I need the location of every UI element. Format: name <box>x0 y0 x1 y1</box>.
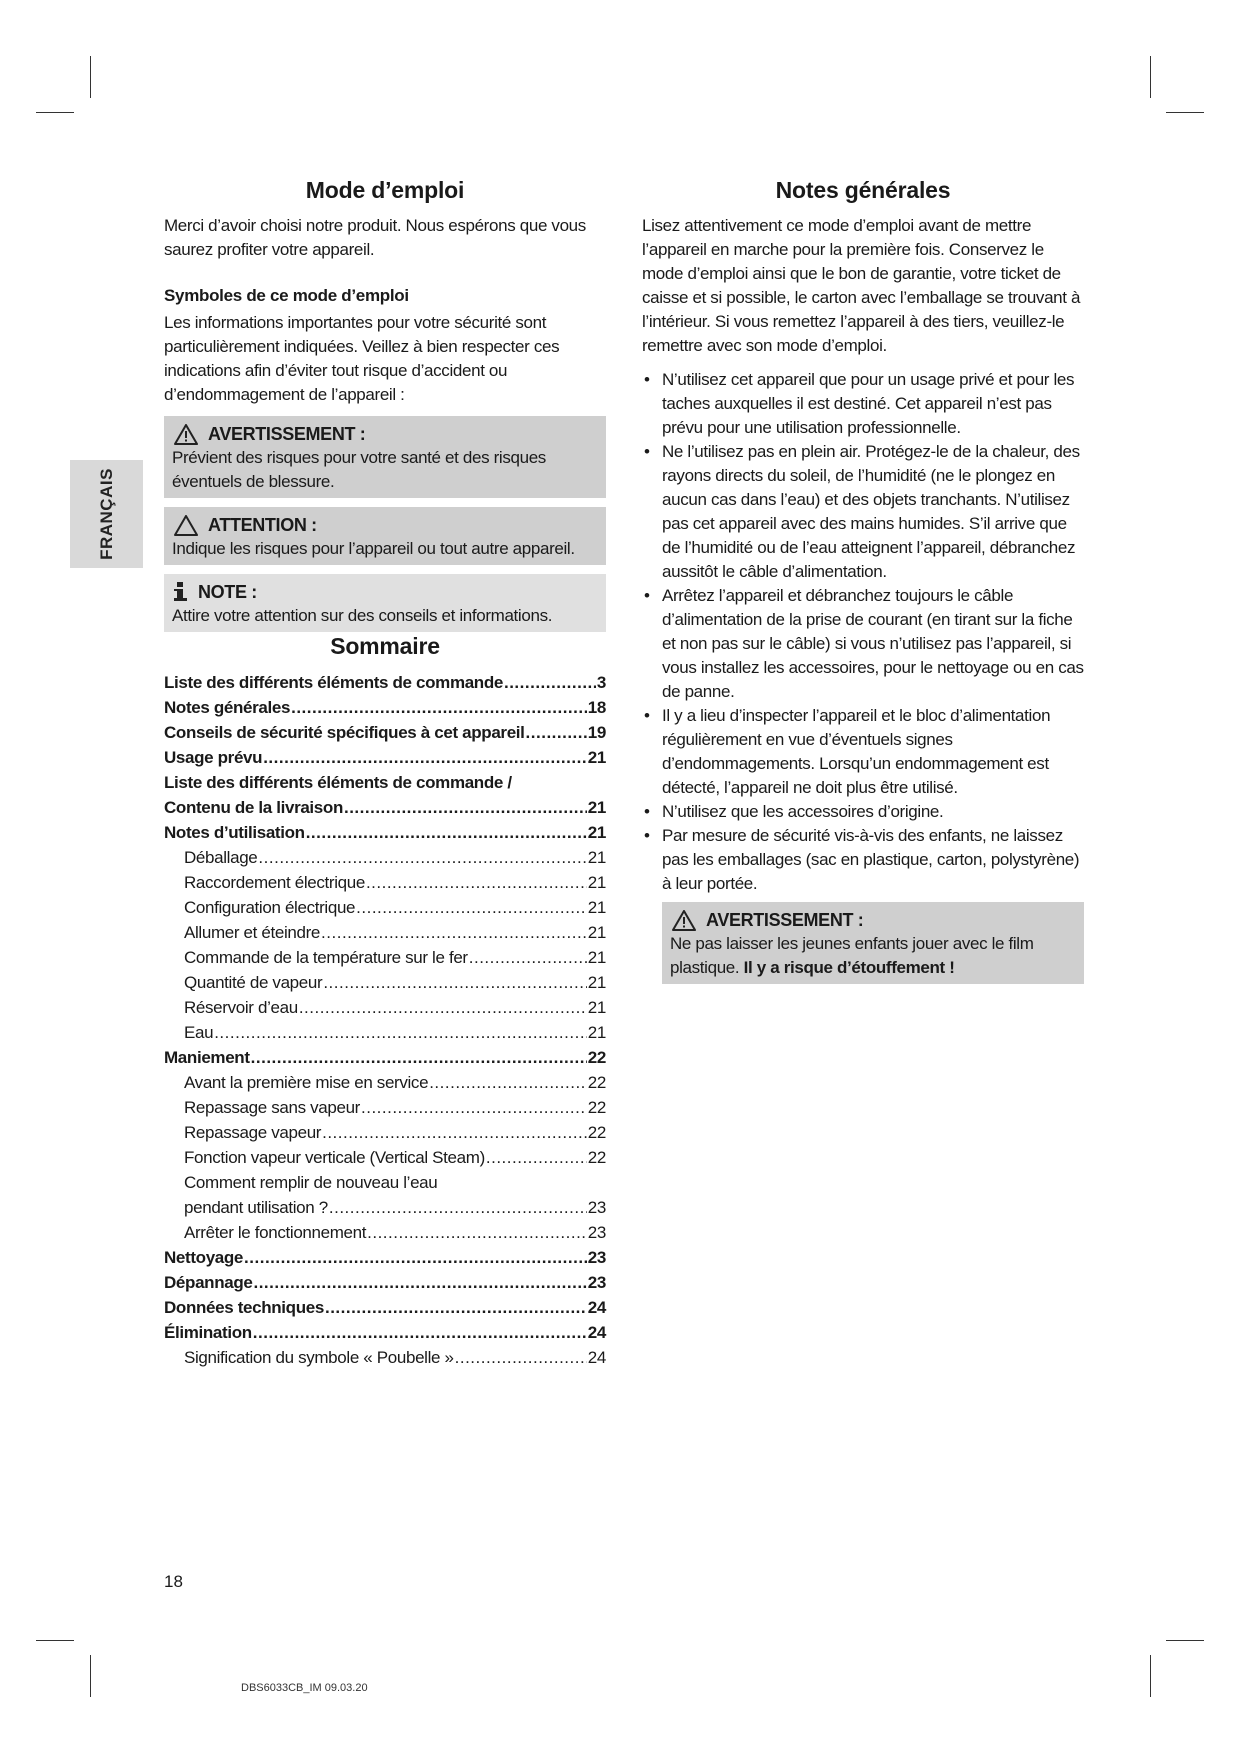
general-notes-intro: Lisez attentivement ce mode d’emploi avant de mettre l’appareil en marche pour la première fois. Conservez le mode d’emploi ainsi que le bon de garantie, votre ticket de caisse et si possible, le carton avec l’emballage se trouvant à l’intérieur. Si vous remettez l’appareil à des tiers, veuillez-le remettre avec son mode d’emploi. <box>642 216 1081 355</box>
toc-entry[interactable]: Données techniques ..... 24 <box>164 1295 606 1320</box>
bullet-item: • Ne l’utilisez pas en plein air. Protégez-le de la chaleur, des rayons directs du soleil, de l’humidité (ne le plongez en aucun cas dans l’eau) et des objets tranchants. N’utilisez pas cet appareil avec des mains humides. S’il arrive que de l’humidité ou de l’eau atteignent l’appareil, débranchez aussitôt le câble d’alimentation. <box>642 440 1084 584</box>
right-column <box>642 176 1084 984</box>
info-icon <box>174 582 188 602</box>
safety-bullet-list <box>642 368 1084 896</box>
child-warning-text: Ne pas laisser les jeunes enfants jouer avec le film plastique. <box>670 934 1034 977</box>
left-column <box>164 176 606 1370</box>
attention-title: ATTENTION : <box>208 515 317 535</box>
crop-mark <box>1150 56 1151 98</box>
crop-mark <box>90 56 91 98</box>
crop-mark <box>36 1640 74 1641</box>
toc-subentry-line: Comment remplir de nouveau l’eau <box>184 1173 438 1192</box>
warning-triangle-icon <box>174 424 198 445</box>
note-notice-head <box>172 580 598 604</box>
toc-entry[interactable]: Liste des différents éléments de commande ..... 3 <box>164 670 606 695</box>
note-notice <box>164 574 606 632</box>
attention-text: Indique les risques pour l’appareil ou tout autre appareil. <box>172 539 575 558</box>
bullet-item: • Arrêtez l’appareil et débranchez toujours le câble d’alimentation de la prise de courant (en tirant sur la fiche et non pas sur le câble) si vous n’utilisez pas l’appareil, si vous installez les accessoires, pour le nettoyage ou en cas de panne. <box>642 584 1084 704</box>
warning-text: Prévient des risques pour votre santé et des risques éventuels de blessure. <box>172 448 546 491</box>
attention-triangle-icon <box>174 515 198 536</box>
note-title: NOTE : <box>198 582 257 602</box>
toc-title: Sommaire <box>330 633 440 659</box>
toc-subentry[interactable]: Quantité de vapeur ..... 21 <box>164 970 606 995</box>
toc-entry[interactable]: Maniement ..... 22 <box>164 1045 606 1070</box>
toc-subentry[interactable]: Allumer et éteindre ..... 21 <box>164 920 606 945</box>
toc-entry[interactable]: Notes générales ..... 18 <box>164 695 606 720</box>
attention-notice <box>164 507 606 565</box>
bullet-item: • Il y a lieu d’inspecter l’appareil et le bloc d’alimentation régulièrement en vue d’éventuels signes d’endommagements. Lorsqu’un endommagement est détecté, l’appareil ne doit plus être utilisé. <box>642 704 1084 800</box>
language-tab-label: FRANÇAIS <box>96 468 116 560</box>
toc-entry[interactable]: Dépannage ..... 23 <box>164 1270 606 1295</box>
toc-subentry[interactable]: Repassage sans vapeur ..... 22 <box>164 1095 606 1120</box>
toc-subentry[interactable]: Repassage vapeur ..... 22 <box>164 1120 606 1145</box>
child-warning-notice <box>662 902 1084 984</box>
toc-subentry[interactable]: Configuration électrique ..... 21 <box>164 895 606 920</box>
crop-mark <box>1150 1655 1151 1697</box>
crop-mark <box>36 112 74 113</box>
toc-subentry[interactable]: Arrêter le fonctionnement ..... 23 <box>164 1220 606 1245</box>
toc-entry-line: Liste des différents éléments de commande / <box>164 773 512 792</box>
warning-notice-head <box>172 422 598 446</box>
document-id: DBS6033CB_IM 09.03.20 <box>241 1682 368 1694</box>
warning-triangle-icon <box>672 910 696 931</box>
child-warning-text-block <box>670 932 1076 980</box>
warning-notice <box>164 416 606 498</box>
toc-subentry[interactable]: pendant utilisation ? ..... 23 <box>164 1195 606 1220</box>
bullet-item: • N’utilisez que les accessoires d’origine. <box>642 800 1084 824</box>
toc-subentry[interactable]: Déballage ..... 21 <box>164 845 606 870</box>
toc-entry[interactable]: Élimination ..... 24 <box>164 1320 606 1345</box>
toc-subentry[interactable]: Raccordement électrique ..... 21 <box>164 870 606 895</box>
section-title-notes-generales: Notes générales <box>775 177 951 203</box>
language-tab <box>70 460 143 568</box>
bullet-item: • Par mesure de sécurité vis-à-vis des enfants, ne laissez pas les emballages (sac en plastique, carton, polystyrène) à leur portée. <box>642 824 1084 896</box>
child-warning-text-bold: Il y a risque d’étouffement ! <box>743 958 955 977</box>
toc-subentry[interactable]: Commande de la température sur le fer ..... 21 <box>164 945 606 970</box>
toc-subentry[interactable]: Signification du symbole « Poubelle » ..... 24 <box>164 1345 606 1370</box>
toc-entry[interactable]: Nettoyage ..... 23 <box>164 1245 606 1270</box>
bullet-item: • N’utilisez cet appareil que pour un usage privé et pour les taches auxquelles il est destiné. Cet appareil n’est pas prévu pour une utilisation professionnelle. <box>642 368 1084 440</box>
intro-text: Merci d’avoir choisi notre produit. Nous espérons que vous saurez profiter votre appareil. <box>164 216 586 259</box>
crop-mark <box>1166 1640 1204 1641</box>
toc-subentry[interactable]: Avant la première mise en service ..... 22 <box>164 1070 606 1095</box>
child-warning-head <box>670 908 1076 932</box>
crop-mark <box>1166 112 1204 113</box>
crop-mark <box>90 1655 91 1697</box>
toc-subentry[interactable]: Fonction vapeur verticale (Vertical Steam) ..... 22 <box>164 1145 606 1170</box>
toc-entry[interactable]: Usage prévu ..... 21 <box>164 745 606 770</box>
symbols-text: Les informations importantes pour votre sécurité sont particulièrement indiquées. Veillez à bien respecter ces indications afin d’éviter tout risque d’accident ou d’endommagement de l’appareil : <box>164 313 560 404</box>
toc-entry[interactable]: Conseils de sécurité spécifiques à cet appareil ..... 19 <box>164 720 606 745</box>
attention-notice-head <box>172 513 598 537</box>
symbols-heading: Symboles de ce mode d’emploi <box>164 286 409 305</box>
toc-subentry[interactable]: Eau ..... 21 <box>164 1020 606 1045</box>
table-of-contents <box>164 670 606 1370</box>
page-number: 18 <box>164 1572 183 1591</box>
note-text: Attire votre attention sur des conseils et informations. <box>172 606 553 625</box>
toc-entry[interactable]: Contenu de la livraison ..... 21 <box>164 795 606 820</box>
section-title-mode-emploi: Mode d’emploi <box>305 177 465 203</box>
child-warning-title: AVERTISSEMENT : <box>706 910 864 930</box>
toc-subentry[interactable]: Réservoir d’eau ..... 21 <box>164 995 606 1020</box>
warning-title: AVERTISSEMENT : <box>208 424 366 444</box>
toc-entry[interactable]: Notes d’utilisation ..... 21 <box>164 820 606 845</box>
